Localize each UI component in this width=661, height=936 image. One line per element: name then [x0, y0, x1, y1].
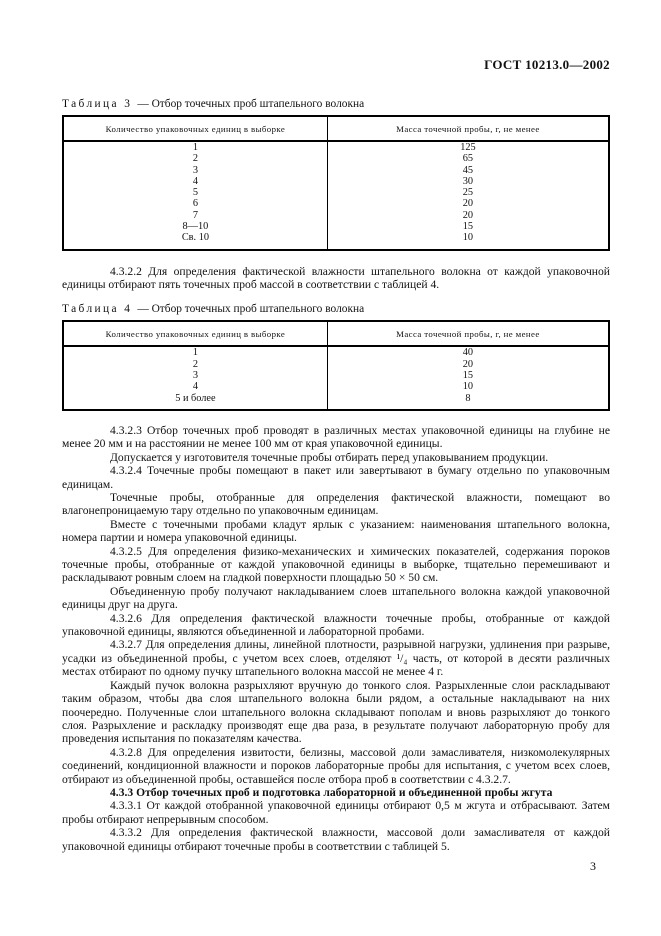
table-cell: 20: [462, 198, 474, 210]
table-row: [64, 165, 608, 176]
table-cell: 7: [64, 210, 328, 221]
body-paragraphs: [62, 424, 610, 853]
paragraph: Объединенную пробу получают накладыванием слоев штапельного волокна каждой упаковочной единицы друг на друга.: [62, 584, 610, 612]
table-row: [64, 176, 608, 187]
table-header-row: [64, 322, 608, 347]
table-row: [64, 370, 608, 381]
table-cell: 1: [64, 142, 328, 153]
column-header: Масса точечной пробы, г, не менее: [396, 329, 540, 340]
table-cell: 10: [462, 381, 474, 393]
table4-caption: [62, 302, 610, 316]
table-row: [64, 393, 608, 409]
paragraph: 4.3.2.7 Для определения длины, линейной плотности, разрывной нагрузки, удлинения при разрыве, усадки из объединенной пробы, с учетом всех слоев, отделяют ¹/₄ часть, от которой в десяти различных местах отбирают по одному пучку штапельного волокна массой не менее 4 г.: [62, 638, 610, 679]
table-row: [64, 359, 608, 370]
table-cell: 3: [64, 165, 328, 176]
table-cell: 5: [64, 187, 328, 198]
paragraph: Вместе с точечными пробами кладут ярлык с указанием: наименования штапельного волокна, номера партии и номера упаковочной единицы.: [62, 517, 610, 545]
table-cell: 2: [64, 153, 328, 164]
table3-caption-label: Таблица 3: [62, 98, 133, 110]
table4-caption-label: Таблица 4: [62, 303, 133, 316]
table-cell: 1: [64, 347, 328, 358]
paragraph-4-3-2-2: 4.3.2.2 Для определения фактической влажности штапельного волокна от каждой упаковочной единицы отбирают пять точечных проб массой в соответствии с таблицей 4.: [62, 264, 610, 292]
paragraph: Точечные пробы, отобранные для определения фактической влажности, помещают во влагонепроницаемую тару отдельно по упаковочным единицам.: [62, 491, 610, 518]
table3-caption: [62, 97, 610, 111]
table-cell: 2: [64, 359, 328, 370]
table3: [62, 115, 610, 251]
page-number: 3: [590, 858, 596, 873]
table-cell: 15: [462, 370, 474, 382]
table-row: [64, 232, 608, 248]
table-cell: 4: [64, 176, 328, 187]
table4: [62, 320, 610, 410]
table-row: [64, 381, 608, 392]
column-header: Количество упаковочных единиц в выборке: [64, 117, 328, 140]
table-cell: 3: [64, 370, 328, 381]
standard-code: ГОСТ 10213.0—2002: [484, 57, 610, 72]
table-cell: 5 и более: [64, 393, 328, 409]
table-row: [64, 198, 608, 209]
paragraph: 4.3.2.8 Для определения извитости, белизны, массовой доли замасливателя, низкомолекулярных соединений, кондиционной влажности и пороков лабораторные пробы для испытания, с учетом всех слоев, отбирают из объединенной пробы, оставшейся после отбора проб в соответствии с 4.3.2.7.: [62, 745, 610, 786]
table-cell: 20: [462, 209, 474, 221]
table-row: [64, 187, 608, 198]
paragraph: Допускается у изготовителя точечные пробы отбирать перед упаковыванием продукции.: [110, 450, 549, 464]
table-cell: 125: [460, 142, 476, 153]
table-cell: 20: [462, 358, 474, 370]
paragraph: 4.3.3.1 От каждой отобранной упаковочной единицы отбирают 0,5 м жгута и отбрасывают. Затем пробы отбирают непрерывным способом.: [62, 799, 610, 826]
paragraph: 4.3.3 Отбор точечных проб и подготовка лабораторной и объединенной пробы жгута: [110, 785, 553, 799]
table-cell: 10: [462, 232, 474, 244]
paragraph: 4.3.2.3 Отбор точечных проб проводят в различных местах упаковочной единицы на глубине не менее 20 мм и на расстоянии не менее 100 мм от края упаковочной единицы.: [62, 423, 610, 451]
table-cell: 25: [462, 187, 474, 199]
table-row: [64, 210, 608, 221]
table-row: [64, 221, 608, 232]
table-cell: 65: [462, 153, 474, 165]
table-cell: Св. 10: [64, 232, 328, 248]
table-cell: 15: [462, 221, 474, 233]
table-cell: 30: [462, 175, 474, 187]
table-header-row: [64, 117, 608, 142]
table3-caption-title: — Отбор точечных проб штапельного волокна: [137, 98, 365, 110]
paragraph: 4.3.2.4 Точечные пробы помещают в пакет или завертывают в бумагу отдельно по упаковочным единицам.: [62, 464, 610, 491]
table-cell: 8: [465, 392, 471, 404]
paragraph: Каждый пучок волокна разрыхляют вручную до тонкого слоя. Разрыхленные слои раскладывают таким образом, чтобы два слоя штапельного волокна были рядом, а остальные накладывают на них поочередно. Полученные слои штапельного волокна складывают пополам и вновь разрыхляют до тонкого слоя. Разрыхление и раскладку производят еще два раза, в результате получают лабораторную пробу для проведения испытания по показателям качества.: [62, 678, 610, 746]
table-cell: 8—10: [64, 221, 328, 232]
paragraph: 4.3.2.5 Для определения физико-механических и химических показателей, содержания пороков точечные пробы, отобранные от каждой упаковочной единицы в выборке, тщательно перемешивают и раскладывают ровным слоем на гладкой поверхности площадью 50 × 50 см.: [62, 544, 610, 585]
column-header: Масса точечной пробы, г, не менее: [396, 124, 540, 134]
table-cell: 4: [64, 381, 328, 392]
table-cell: 6: [64, 198, 328, 209]
table4-caption-title: — Отбор точечных проб штапельного волокна: [137, 303, 365, 316]
table-row: [64, 153, 608, 164]
paragraph: 4.3.3.2 Для определения фактической влажности, массовой доли замасливателя от каждой упаковочной единицы отбирают точечные пробы в соответствии с таблицей 5.: [62, 826, 610, 853]
table-row: [64, 347, 608, 358]
table-row: [64, 142, 608, 153]
column-header: Количество упаковочных единиц в выборке: [64, 322, 328, 345]
table-cell: 40: [462, 347, 474, 359]
table-cell: 45: [462, 164, 474, 176]
paragraph: 4.3.2.6 Для определения фактической влажности точечные пробы, отобранные от каждой упаковочной единицы, являются объединенной и лабораторной пробами.: [62, 611, 610, 639]
